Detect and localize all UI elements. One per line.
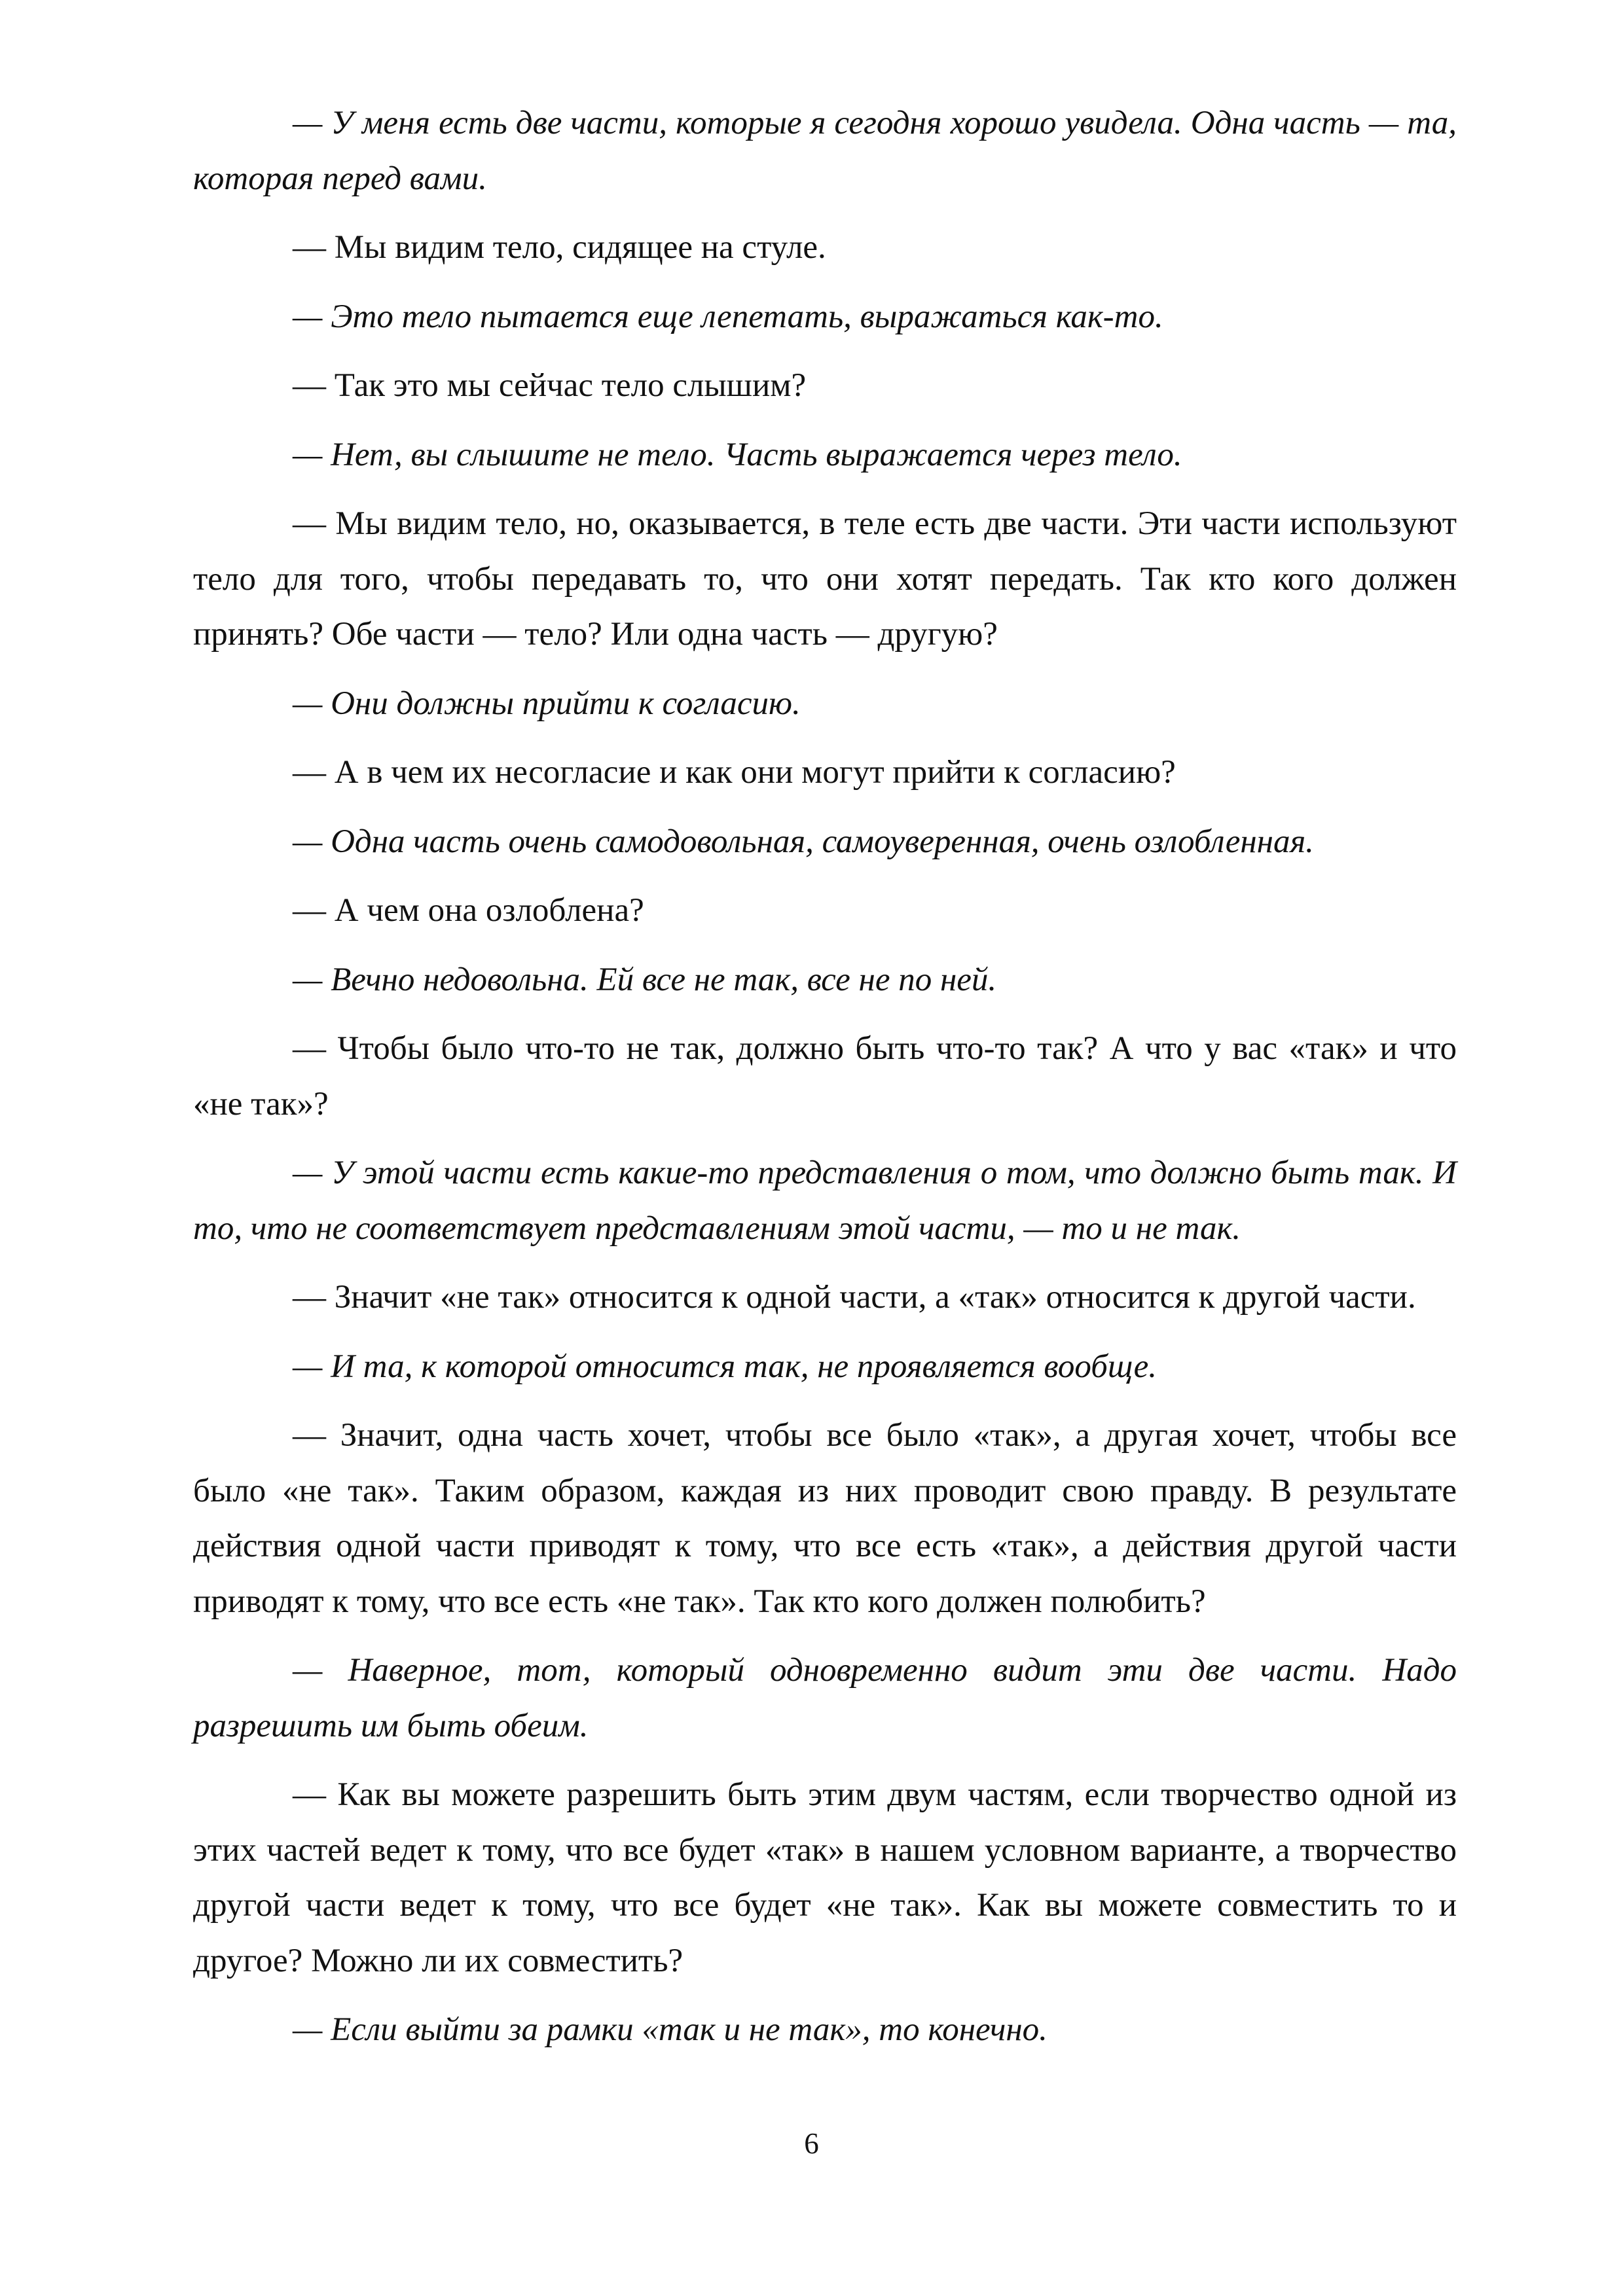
paragraph: — Одна часть очень самодовольная, самоуверенная, очень озлобленная. xyxy=(293,823,1314,860)
page-number: 6 xyxy=(804,2127,819,2160)
paragraph: — Это тело пытается еще лепетать, выражаться как-то. xyxy=(293,298,1163,335)
paragraph: — Вечно недовольна. Ей все не так, все не по ней. xyxy=(293,961,997,998)
paragraph: — А в чем их несогласие и как они могут прийти к согласию? xyxy=(293,754,1176,791)
paragraph: — Чтобы было что-то не так, должно быть что-то так? А что у вас «так» и что «не так»? xyxy=(193,1030,1457,1122)
paragraph: — У этой части есть какие-то представления о том, что должно быть так. И то, что не соответствует представлениям этой части, — то и не так. xyxy=(193,1155,1457,1247)
paragraph: — Так это мы сейчас тело слышим? xyxy=(293,367,807,404)
paragraph: — А чем она озлоблена? xyxy=(293,892,644,929)
paragraph: — Как вы можете разрешить быть этим двум частям, если творчество одной из этих частей ведет к тому, что все будет «так» в нашем условном варианте, а творчество другой части ведет к тому, что все будет «не так». Как вы можете совместить то и другое? Можно ли их совместить? xyxy=(193,1776,1457,1979)
paragraph: — Значит, одна часть хочет, чтобы все было «так», а другая хочет, чтобы все было «не так». Таким образом, каждая из них проводит свою правду. В результате действия одной части приводят к тому, что все есть «так», а действия другой части приводят к тому, что все есть «не так». Так кто кого должен полюбить? xyxy=(193,1417,1457,1620)
paragraph: — Мы видим тело, но, оказывается, в теле есть две части. Эти части используют тело для того, чтобы передавать то, что они хотят передать. Так кто кого должен принять? Обе части — тело? Или одна часть — другую? xyxy=(193,505,1457,653)
paragraph: — Они должны прийти к согласию. xyxy=(293,685,801,722)
paragraph: — У меня есть две части, которые я сегодня хорошо увидела. Одна часть — та, которая перед вами. xyxy=(193,105,1457,197)
paragraph: — И та, к которой относится так, не проявляется вообще. xyxy=(293,1348,1158,1385)
body-text xyxy=(193,96,1457,2072)
paragraph: — Нет, вы слышите не тело. Часть выражается через тело. xyxy=(293,436,1182,473)
paragraph: — Если выйти за рамки «так и не так», то конечно. xyxy=(293,2011,1048,2048)
paragraph: — Значит «не так» относится к одной части, а «так» относится к другой части. xyxy=(293,1279,1416,1316)
paragraph: — Наверное, тот, который одновременно видит эти две части. Надо разрешить им быть обеим. xyxy=(193,1652,1457,1744)
paragraph: — Мы видим тело, сидящее на стуле. xyxy=(293,229,826,266)
